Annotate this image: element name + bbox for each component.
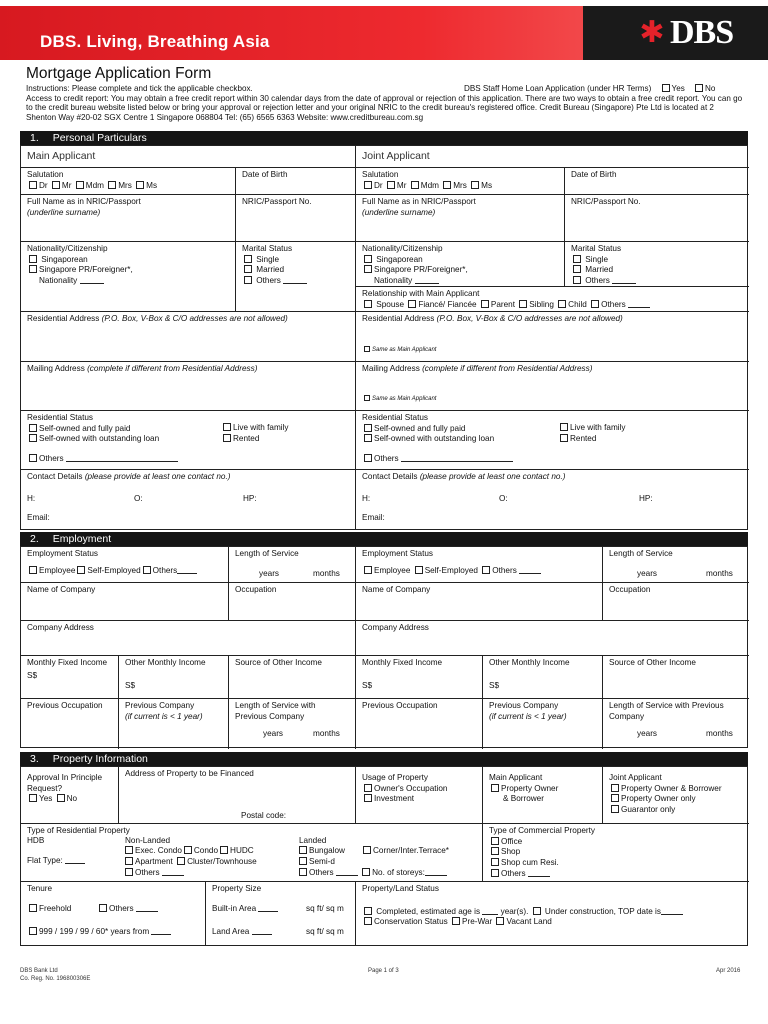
- main-rented-checkbox[interactable]: [223, 434, 231, 442]
- main-status-others-checkbox[interactable]: [29, 454, 37, 462]
- main-nationality: Nationality/Citizenship Singaporean Singapore PR/Foreigner*, Nationality: [21, 242, 236, 312]
- main-singaporean-checkbox[interactable]: [29, 255, 37, 263]
- main-company-name[interactable]: Name of Company: [21, 583, 229, 621]
- joint-fullname-field[interactable]: Full Name as in NRIC/Passport (underline surname): [356, 195, 565, 242]
- shop-checkbox[interactable]: [491, 847, 499, 855]
- main-marital: Marital Status Single Married Others: [236, 242, 356, 312]
- joint-selfemp-checkbox[interactable]: [415, 566, 423, 574]
- main-mailing-address[interactable]: Mailing Address (complete if different from Residential Address): [21, 362, 356, 411]
- property-land-status: Property/Land Status Completed, estimated age is year(s). Under construction, TOP date is Conservation Status Pre-War Vacant Land: [356, 882, 749, 946]
- property-size[interactable]: Property Size Built-in Area sq ft/ sq m Land Area sq ft/ sq m: [206, 882, 356, 946]
- tenure: Tenure Freehold Others 999 / 199 / 99 / 60* years from: [21, 882, 206, 946]
- main-selfemp-checkbox[interactable]: [77, 566, 85, 574]
- main-applicant-role: Main Applicant Property Owner & Borrower: [483, 767, 603, 824]
- main-company-address[interactable]: Company Address: [21, 621, 356, 656]
- main-contact-details[interactable]: Contact Details (please provide at least one contact no.) H: O: HP: Email:: [21, 470, 356, 530]
- joint-married-checkbox[interactable]: [573, 265, 581, 273]
- main-ms-checkbox[interactable]: [136, 181, 144, 189]
- instructions: Instructions: Please complete and tick the applicable checkbox. Access to credit report: You may obtain a free credit report within 30 calendar days from the date of approval or rejection of this application. There are two ways to obtain a free credit report. You can go to the credit bureau website listed below or bring your approval or rejection letter and your original NRIC to the credit bureau's registered office. Credit Bureau (Singapore) Pte Ltd is located at 2 Shenton Way #20-02 SGX Centre 1 Singapore 068804 Tel: (65) 6565 6363 Website: www.creditbureau.com.sg: [26, 84, 743, 122]
- exec-condo-checkbox[interactable]: [125, 846, 133, 854]
- main-owner-borrower-checkbox[interactable]: [491, 784, 499, 792]
- apartment-checkbox[interactable]: [125, 857, 133, 865]
- main-pr-checkbox[interactable]: [29, 265, 37, 273]
- main-source-income[interactable]: Source of Other Income: [229, 656, 356, 699]
- com-others-checkbox[interactable]: [491, 869, 499, 877]
- joint-company-name[interactable]: Name of Company: [356, 583, 603, 621]
- joint-length-of-service[interactable]: Length of Service years months: [603, 547, 749, 583]
- joint-mdm-checkbox[interactable]: [411, 181, 419, 189]
- hudc-checkbox[interactable]: [220, 846, 228, 854]
- joint-singaporean-checkbox[interactable]: [364, 255, 372, 263]
- joint-applicant-role: Joint Applicant Property Owner & Borrower Property Owner only Guarantor only: [603, 767, 749, 824]
- property-grid: [20, 766, 748, 946]
- main-employment-status: Employment Status Employee Self-Employed Others: [21, 547, 229, 583]
- main-married-checkbox[interactable]: [244, 265, 252, 273]
- main-mrs-checkbox[interactable]: [108, 181, 116, 189]
- star-icon: ✱: [639, 16, 665, 49]
- investment-checkbox[interactable]: [364, 794, 372, 802]
- prewar-checkbox[interactable]: [452, 917, 460, 925]
- hr-yes-checkbox[interactable]: [662, 84, 670, 92]
- joint-guarantor-checkbox[interactable]: [611, 805, 619, 813]
- conservation-checkbox[interactable]: [364, 917, 372, 925]
- usage-of-property: Usage of Property Owner's Occupation Investment: [356, 767, 483, 824]
- owners-occupation-checkbox[interactable]: [364, 784, 372, 792]
- joint-company-address[interactable]: Company Address: [356, 621, 749, 656]
- employment-grid: [20, 546, 748, 748]
- main-single-checkbox[interactable]: [244, 255, 252, 263]
- aip-yes-checkbox[interactable]: [29, 794, 37, 802]
- shop-resi-checkbox[interactable]: [491, 858, 499, 866]
- main-selfpaid-checkbox[interactable]: [29, 424, 37, 432]
- main-residential-status: Residential Status Self-owned and fully paid Self-owned with outstanding loan Live with family Rented Others: [21, 411, 356, 470]
- joint-mrs-checkbox[interactable]: [443, 181, 451, 189]
- rel-parent-checkbox[interactable]: [481, 300, 489, 308]
- landed-others-checkbox[interactable]: [299, 868, 307, 876]
- joint-prev-occupation[interactable]: Previous Occupation: [356, 699, 483, 749]
- main-salutation: Salutation Dr Mr Mdm Mrs Ms: [21, 168, 236, 195]
- joint-rented-checkbox[interactable]: [560, 434, 568, 442]
- tenure-others-checkbox[interactable]: [99, 904, 107, 912]
- vacant-land-checkbox[interactable]: [496, 917, 504, 925]
- joint-others-checkbox[interactable]: [573, 276, 581, 284]
- main-length-of-service[interactable]: Length of Service years months: [229, 547, 356, 583]
- joint-prev-length[interactable]: Length of Service with Previous Company years months: [609, 701, 733, 738]
- logo-text: DBS: [670, 14, 734, 51]
- joint-residential-address[interactable]: Residential Address (P.O. Box, V-Box & C/O addresses are not allowed) Same as Main Applicant: [356, 312, 749, 362]
- joint-nationality: Nationality/Citizenship Singaporean Singapore PR/Foreigner*, Nationality: [356, 242, 565, 287]
- joint-prev-company[interactable]: Previous Company (if current is < 1 year): [483, 699, 603, 749]
- joint-dob[interactable]: Date of Birth: [565, 168, 749, 195]
- completed-checkbox[interactable]: [364, 907, 372, 915]
- joint-occupation[interactable]: Occupation: [603, 583, 749, 621]
- main-monthly-income[interactable]: Monthly Fixed Income S$: [21, 656, 119, 699]
- joint-status-others-checkbox[interactable]: [364, 454, 372, 462]
- joint-applicant-label: Joint Applicant: [356, 146, 749, 168]
- aip-request: Approval In Principle Request? Yes No: [21, 767, 119, 824]
- brand-tagline: DBS. Living, Breathing Asia: [40, 32, 270, 51]
- section-personal-header: 1. Personal Particulars: [20, 131, 748, 145]
- joint-single-checkbox[interactable]: [573, 255, 581, 263]
- bungalow-checkbox[interactable]: [299, 846, 307, 854]
- rel-others-checkbox[interactable]: [591, 300, 599, 308]
- joint-family-checkbox[interactable]: [560, 423, 568, 431]
- joint-res-same-checkbox[interactable]: [364, 346, 370, 352]
- joint-salutation: Salutation Dr Mr Mdm Mrs Ms: [356, 168, 565, 195]
- form-title: Mortgage Application Form: [26, 65, 212, 82]
- main-nric-field[interactable]: NRIC/Passport No.: [236, 195, 356, 242]
- dbs-logo: [583, 6, 768, 60]
- under-construction-checkbox[interactable]: [533, 907, 541, 915]
- freehold-checkbox[interactable]: [29, 904, 37, 912]
- main-other-income[interactable]: Other Monthly Income S$: [119, 656, 229, 699]
- joint-selfloan-checkbox[interactable]: [364, 434, 372, 442]
- joint-residential-status: Residential Status Self-owned and fully paid Self-owned with outstanding loan Live with family Rented Others: [356, 411, 749, 470]
- joint-mail-same-checkbox[interactable]: [364, 395, 370, 401]
- main-residential-address[interactable]: Residential Address (P.O. Box, V-Box & C/O addresses are not allowed): [21, 312, 356, 362]
- main-others-checkbox[interactable]: [244, 276, 252, 284]
- joint-dr-checkbox[interactable]: [364, 181, 372, 189]
- joint-owner-only-checkbox[interactable]: [611, 794, 619, 802]
- joint-contact-details[interactable]: Contact Details (please provide at least one contact no.) H: O: HP: Email:: [362, 472, 653, 522]
- condo-checkbox[interactable]: [184, 846, 192, 854]
- main-prev-occupation[interactable]: Previous Occupation: [21, 699, 119, 749]
- main-family-checkbox[interactable]: [223, 423, 231, 431]
- office-checkbox[interactable]: [491, 837, 499, 845]
- main-selfloan-checkbox[interactable]: [29, 434, 37, 442]
- property-address[interactable]: Address of Property to be Financed Postal code:: [119, 767, 356, 824]
- hr-terms-line: DBS Staff Home Loan Application (under HR Terms) Yes No: [464, 84, 716, 93]
- main-employee-checkbox[interactable]: [29, 566, 37, 574]
- commercial-property-type: Type of Commercial Property Office Shop Shop cum Resi. Others: [483, 824, 749, 882]
- hr-no-checkbox[interactable]: [695, 84, 703, 92]
- main-mdm-checkbox[interactable]: [76, 181, 84, 189]
- joint-owner-borrower-checkbox[interactable]: [611, 784, 619, 792]
- main-prev-company[interactable]: Previous Company (if current is < 1 year): [119, 699, 229, 749]
- joint-employment-status: Employment Status Employee Self-Employed Others: [356, 547, 603, 583]
- relationship: Relationship with Main Applicant Spouse Fiancé/ Fiancée Parent Sibling Child Others: [356, 287, 749, 312]
- rel-child-checkbox[interactable]: [558, 300, 566, 308]
- aip-no-checkbox[interactable]: [57, 794, 65, 802]
- footer-date: Apr 2016: [716, 968, 741, 974]
- joint-selfpaid-checkbox[interactable]: [364, 424, 372, 432]
- main-occupation[interactable]: Occupation: [229, 583, 356, 621]
- section-employment-header: 2. Employment: [20, 532, 748, 546]
- joint-monthly-income[interactable]: Monthly Fixed Income S$: [356, 656, 483, 699]
- cluster-checkbox[interactable]: [177, 857, 185, 865]
- semid-checkbox[interactable]: [299, 857, 307, 865]
- joint-other-income[interactable]: Other Monthly Income S$: [483, 656, 603, 699]
- main-fullname-field[interactable]: Full Name as in NRIC/Passport (underline surname): [21, 195, 236, 242]
- main-applicant-label: Main Applicant: [21, 146, 356, 168]
- leasehold-checkbox[interactable]: [29, 927, 37, 935]
- joint-mailing-address[interactable]: Mailing Address (complete if different from Residential Address) Same as Main Applicant: [356, 362, 749, 411]
- section-property-header: 3. Property Information: [20, 752, 748, 766]
- personal-grid: [20, 145, 748, 530]
- main-prev-length[interactable]: Length of Service with Previous Company years months: [229, 699, 356, 749]
- joint-empothers-checkbox[interactable]: [482, 566, 490, 574]
- joint-marital: Marital Status Single Married Others: [565, 242, 749, 287]
- joint-nric-field[interactable]: NRIC/Passport No.: [565, 195, 749, 242]
- rel-spouse-checkbox[interactable]: [364, 300, 372, 308]
- main-empothers-checkbox[interactable]: [143, 566, 151, 574]
- header-banner: [0, 6, 768, 60]
- main-dr-checkbox[interactable]: [29, 181, 37, 189]
- footer-bank: DBS Bank Ltd Co. Reg. No. 196800306E: [20, 968, 91, 982]
- rel-sibling-checkbox[interactable]: [519, 300, 527, 308]
- main-dob[interactable]: Date of Birth: [236, 168, 356, 195]
- corner-checkbox[interactable]: [363, 846, 371, 854]
- joint-employee-checkbox[interactable]: [364, 566, 372, 574]
- joint-pr-checkbox[interactable]: [364, 265, 372, 273]
- joint-mr-checkbox[interactable]: [387, 181, 395, 189]
- joint-ms-checkbox[interactable]: [471, 181, 479, 189]
- residential-property-type: Type of Residential Property HDB Flat Type: Non-Landed Exec. Condo Condo HUDC Apartment Cluster/Townhouse Others Landed Bungalow Corner/Inter.Terrace* Semi-d Others No. of storeys:: [21, 824, 483, 882]
- res-others-checkbox[interactable]: [125, 868, 133, 876]
- joint-source-income[interactable]: Source of Other Income: [603, 656, 749, 699]
- rel-fiance-checkbox[interactable]: [408, 300, 416, 308]
- footer-page: Page 1 of 3: [368, 968, 399, 974]
- main-mr-checkbox[interactable]: [52, 181, 60, 189]
- storeys-checkbox[interactable]: [362, 868, 370, 876]
